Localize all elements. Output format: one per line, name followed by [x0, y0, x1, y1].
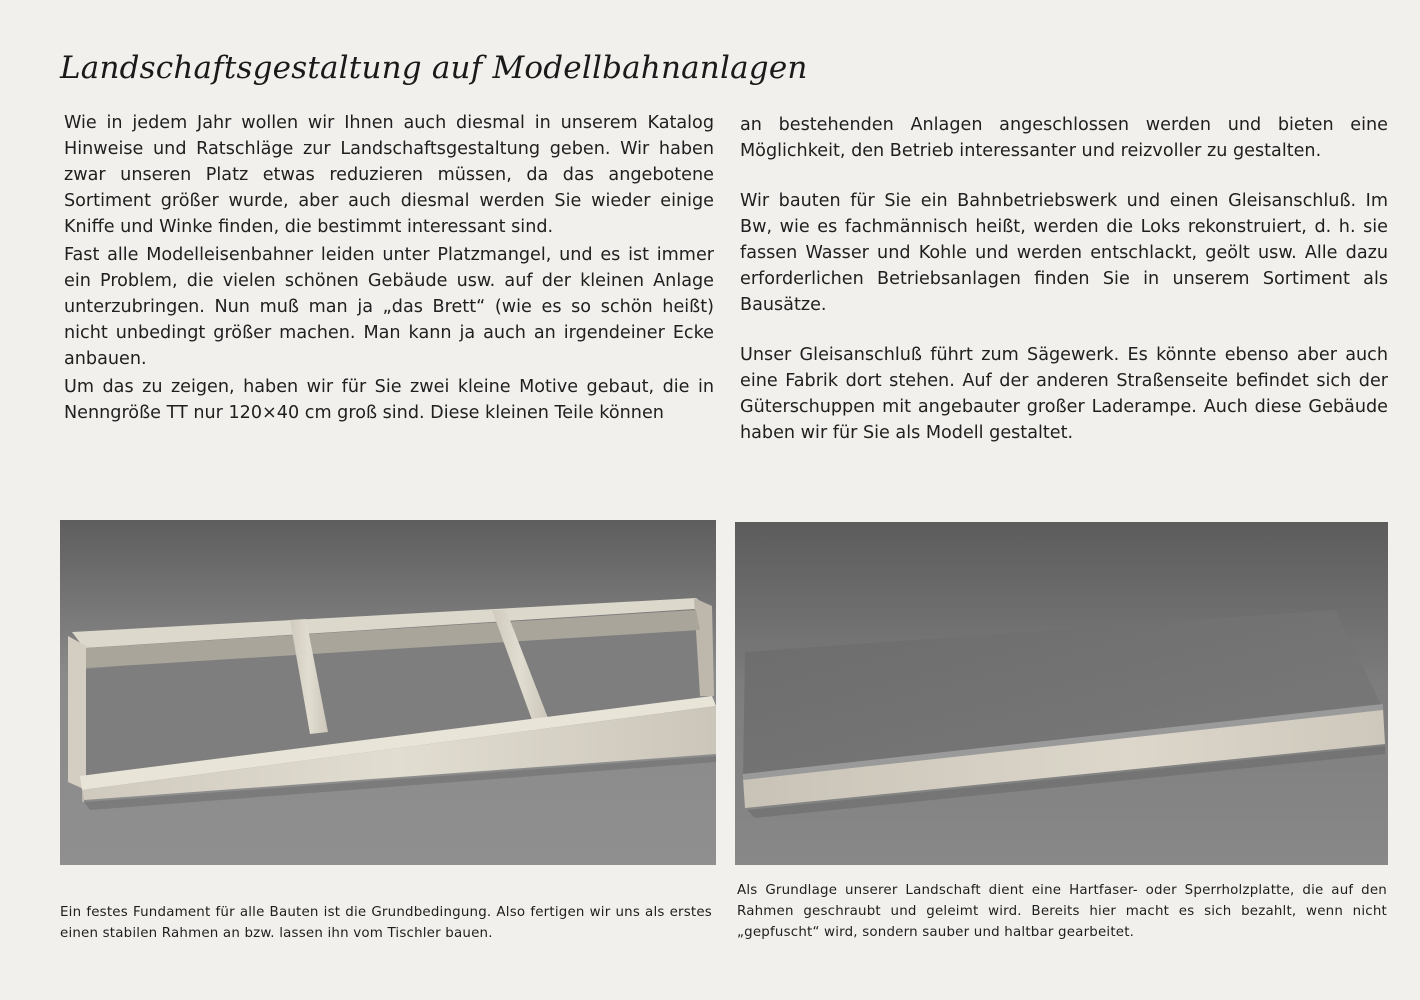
photo-board-on-frame: [735, 522, 1388, 865]
board-illustration: [735, 522, 1388, 865]
paragraph: Fast alle Modelleisenbahner leiden unter Platzmangel, und es ist immer ein Problem, die vielen schönen Gebäude usw. auf der kleinen Anlage unterzubringen. Nun muß man ja „das Brett“ (wie es so schön heißt) nicht unbedingt größer machen. Man kann ja auch an irgendeiner Ecke anbauen.: [64, 245, 714, 369]
paragraph: Wie in jedem Jahr wollen wir Ihnen auch diesmal in unserem Katalog Hinweise und Ratschläge zur Landschaftsgestaltung geben. Wir haben zwar unseren Platz etwas reduzieren müssen, da das angebotene Sortiment größer wurde, aber auch diesmal werden Sie wieder einige Kniffe und Winke finden, die bestimmt interessant sind.: [64, 113, 714, 237]
caption-right: Als Grundlage unserer Landschaft dient eine Hartfaser- oder Sperrholzplatte, die auf den Rahmen geschraubt und geleimt wird. Bereits hier macht es sich bezahlt, wenn nicht „gepfuscht“ wird, sondern sauber und haltbar gearbeitet.: [737, 883, 1387, 940]
paragraph: Wir bauten für Sie ein Bahnbetriebswerk und einen Gleisanschluß. Im Bw, wie es fachmännisch heißt, werden die Loks rekonstruiert, d. h. sie fassen Wasser und Kohle und werden entschlackt, geölt usw. Alle dazu erforderlichen Betriebsanlagen finden Sie in unserem Sortiment als Bausätze.: [740, 191, 1388, 315]
photo-wooden-frame: [60, 520, 716, 865]
text-column-left: [64, 110, 714, 426]
paragraph: Um das zu zeigen, haben wir für Sie zwei kleine Motive gebaut, die in Nenngröße TT nur 120×40 cm groß sind. Diese kleinen Teile können: [64, 377, 714, 423]
caption-left: Ein festes Fundament für alle Bauten ist die Grundbedingung. Also fertigen wir uns als erstes einen stabilen Rahmen an bzw. lassen ihn vom Tischler bauen.: [60, 905, 712, 941]
paragraph: Unser Gleisanschluß führt zum Sägewerk. Es könnte ebenso aber auch eine Fabrik dort stehen. Auf der anderen Straßenseite befindet sich der Güterschuppen mit angebauter großer Laderampe. Auch diese Gebäude haben wir für Sie als Modell gestaltet.: [740, 345, 1388, 443]
wooden-frame-illustration: [60, 520, 716, 865]
paragraph: an bestehenden Anlagen angeschlossen werden und bieten eine Möglichkeit, den Betrieb interessanter und reizvoller zu gestalten.: [740, 115, 1388, 161]
page-title: Landschaftsgestaltung auf Modellbahnanlagen: [60, 50, 808, 86]
text-column-right: [740, 112, 1388, 446]
